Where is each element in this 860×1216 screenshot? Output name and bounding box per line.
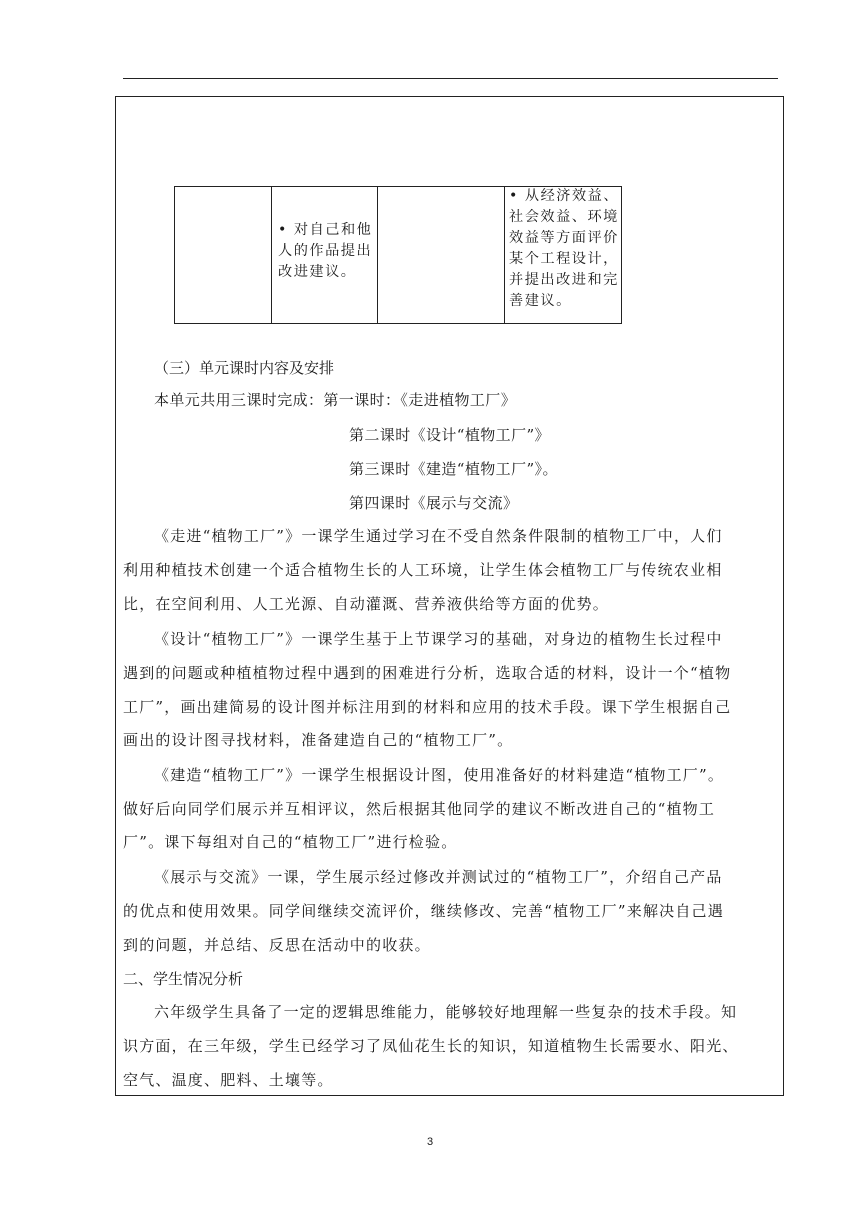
cell-line: • 对自己和他 <box>278 222 373 238</box>
paragraph-line: 到的问题，并总结、反思在活动中的收获。 <box>123 936 431 954</box>
paragraph-line: 比，在空间利用、人工光源、自动灌溉、营养液供给等方面的优势。 <box>123 595 610 613</box>
paragraph-line: 画出的设计图寻找材料，准备建造自己的“植物工厂”。 <box>123 731 514 749</box>
table-bottom-border <box>174 323 622 324</box>
paragraph-line: 厂”。课下每组对自己的“植物工厂”进行检验。 <box>123 833 458 851</box>
paragraph-line: 识方面，在三年级，学生已经学习了凤仙花生长的知识，知道植物生长需要水、阳光、 <box>123 1037 739 1055</box>
paragraph-line: 空气、温度、肥料、土壤等。 <box>123 1071 334 1089</box>
paragraph-line: 《设计“植物工厂”》一课学生基于上节课学习的基础，对身边的植物生长过程中 <box>154 630 723 648</box>
schedule-lesson-3: 第三课时《建造“植物工厂”》。 <box>349 460 558 478</box>
schedule-lesson-4: 第四课时《展示与交流》 <box>349 494 519 512</box>
table-cell-engineering-evaluation <box>509 186 625 312</box>
paragraph-line: 《走进“植物工厂”》一课学生通过学习在不受自然条件限制的植物工厂中，人们 <box>154 527 723 545</box>
cell-line: 效益等方面评价 <box>509 230 619 246</box>
paragraph-line: 《建造“植物工厂”》一课学生根据设计图，使用准备好的材料建造“植物工厂”。 <box>154 766 725 784</box>
cell-line: 社会效益、环境 <box>509 209 619 225</box>
schedule-lesson-2: 第二课时《设计“植物工厂”》 <box>349 426 550 444</box>
table-col-border <box>174 186 175 324</box>
paragraph-line: 六年级学生具备了一定的逻辑思维能力，能够较好地理解一些复杂的技术手段。知 <box>154 1003 738 1021</box>
page-number: 3 <box>426 1136 434 1148</box>
table-cell-self-evaluation <box>278 220 376 283</box>
paragraph-line: 做好后向同学们展示并互相评议，然后根据其他同学的建议不断改进自己的“植物工 <box>123 800 716 818</box>
paragraph-line: 《展示与交流》一课，学生展示经过修改并测试过的“植物工厂”，介绍自己产品 <box>154 868 723 886</box>
paragraph-line: 工厂”，画出建简易的设计图并标注用到的材料和应用的技术手段。课下学生根据自己 <box>123 698 732 716</box>
paragraph-line: 利用种植技术创建一个适合植物生长的人工环境，让学生体会植物工厂与传统农业相 <box>123 561 723 579</box>
paragraph-line: 遇到的问题或种植植物过程中遇到的困难进行分析，选取合适的材料，设计一个“植物 <box>123 664 732 682</box>
cell-line: 人的作品提出 <box>278 243 373 259</box>
paragraph-line: 的优点和使用效果。同学间继续交流评价，继续修改、完善“植物工厂”来解决自己遇 <box>123 902 724 920</box>
header-rule <box>123 78 778 79</box>
cell-line: 某个工程设计， <box>509 251 619 267</box>
section-heading: 二、学生情况分析 <box>123 970 244 988</box>
cell-line: 善建议。 <box>509 293 572 309</box>
schedule-intro: 本单元共用三课时完成：第一课时：《走进植物工厂》 <box>154 391 517 409</box>
table-col-border <box>271 186 272 324</box>
section-heading: （三）单元课时内容及安排 <box>154 359 335 377</box>
objectives-table-fragment <box>174 186 622 324</box>
cell-line: 并提出改进和完 <box>509 272 619 288</box>
table-col-border <box>377 186 378 324</box>
cell-line: • 从经济效益、 <box>509 188 620 204</box>
table-col-border <box>504 186 505 324</box>
cell-line: 改进建议。 <box>278 264 357 280</box>
